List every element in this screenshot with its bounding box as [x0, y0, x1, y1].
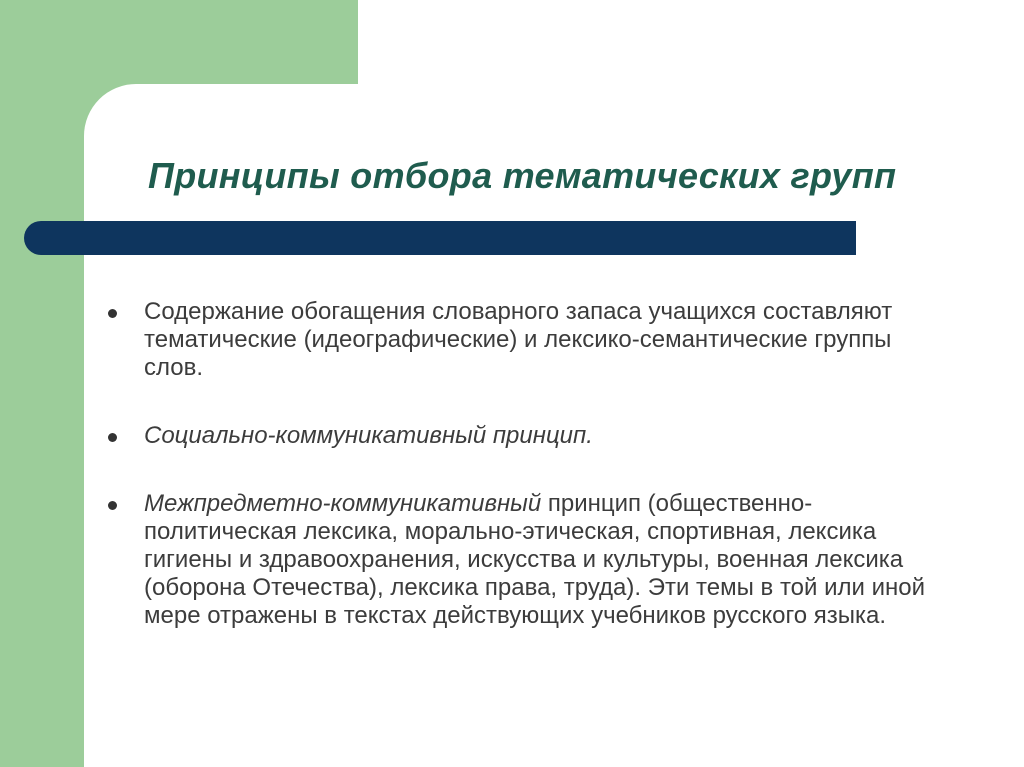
bullet-dot-icon	[108, 501, 117, 510]
bullet-text: принцип (общественно-политическая лексика, морально-этическая, спортивная, лексика гигиены и здравоохранения, искусства и культуры, военная лексика (оборона Отечества), лексика права, труда). Эти темы в той или иной мере отражены в текстах действующих учебников русского языка.	[144, 490, 925, 629]
title-underline-bar	[24, 221, 856, 255]
bullet-dot-icon	[108, 433, 117, 442]
bullet-item-vocabulary-content	[100, 298, 940, 382]
bullet-text-italic: Социально-коммуникативный принцип.	[144, 422, 593, 449]
bullet-item-interdisciplinary	[100, 490, 940, 630]
bullet-dot-icon	[108, 309, 117, 318]
bullet-item-social-communicative	[100, 422, 940, 450]
bullet-list	[100, 298, 940, 630]
slide-title: Принципы отбора тематических групп	[148, 155, 897, 196]
bullet-text-italic: Межпредметно-коммуникативный	[144, 490, 542, 517]
bullet-text: Содержание обогащения словарного запаса учащихся составляют тематические (идеографические) и лексико-семантические группы слов.	[144, 298, 893, 381]
